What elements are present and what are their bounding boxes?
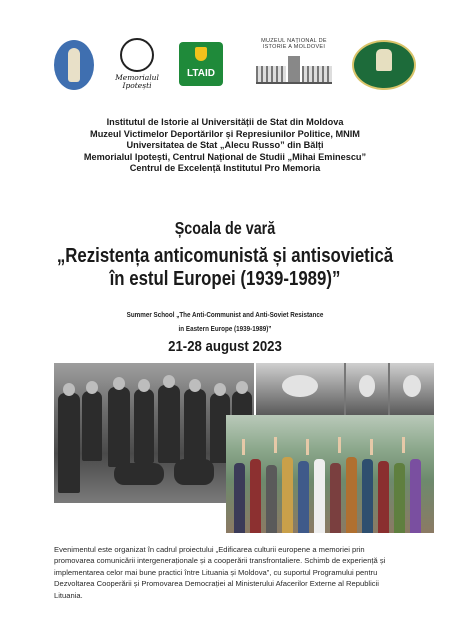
event-dates: 21-28 august 2023 (168, 338, 282, 355)
organizer-line: Memorialul Ipotești, Centrul Național de Studii „Mihai Eminescu” (83, 151, 367, 162)
organizer-line: Institutul de Istorie al Universității de Stat din Moldova (106, 117, 344, 127)
memorialul-ipotesti-logo: Memorialul Ipotești (112, 38, 162, 94)
main-title-line: „Rezistența anticomunistă și antisovietică (56, 244, 394, 267)
national-history-museum-logo: MUZEUL NAȚIONAL DE ISTORIE A MOLDOVEI (250, 38, 338, 92)
project-note: Evenimentul este organizat în cadrul proiectului „Edificarea culturii europene a memoriei prin promovarea comunicării intergeneraționale și a cooperării transfrontaliere. Schimb de experiență și implementarea celor mai bune practici între Lituania și Moldova”, cu suportul Programului pentru Dezvoltarea Cooperării și Promovarea Democrației al Ministerului Afacerilor Externe al Republicii Lituania. (54, 545, 386, 600)
organizer-line: Centrul de Excelență Institutul Pro Memoria (129, 163, 321, 174)
human-chain-photo (226, 415, 434, 533)
soldiers-photo (54, 363, 254, 503)
organizers-list (0, 117, 450, 175)
main-title (41, 244, 410, 290)
portraits-photo (256, 363, 434, 415)
green-emblem-logo (352, 40, 416, 90)
school-heading: Școala de vară (174, 218, 276, 238)
organizer-line: Muzeul Victimelor Deportărilor și Represiunilor Politice, MNIM (90, 128, 360, 139)
logo-row (0, 38, 450, 96)
main-title-line: în estul Europei (1939-1989)” (109, 267, 341, 290)
organizer-line: Universitatea de Stat „Alecu Russo” din Bălți (126, 140, 324, 151)
ltaid-logo: LTAID (179, 42, 223, 86)
statue-logo (54, 40, 94, 90)
english-subtitle: Summer School „The Anti-Communist and Anti-Soviet Resistance in Eastern Europe (1939-1989)” (126, 310, 324, 333)
